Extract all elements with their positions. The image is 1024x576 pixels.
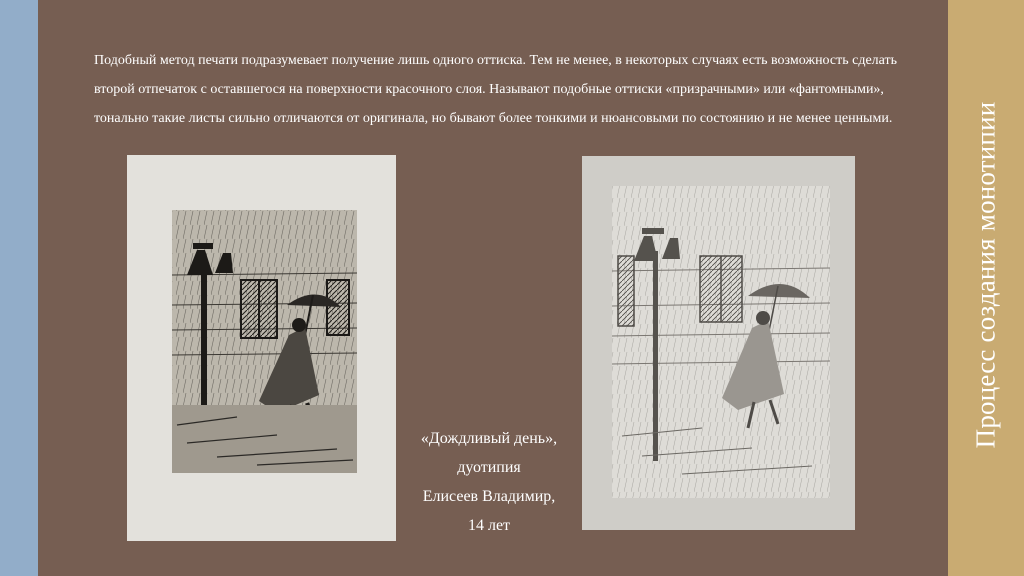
caption-author: Елисеев Владимир, <box>422 488 556 505</box>
caption-age: 14 лет <box>467 517 511 534</box>
left-accent-stripe <box>0 0 38 576</box>
monotype-print-original <box>127 155 396 541</box>
intro-paragraph: Подобный метод печати подразумевает получение лишь одного оттиска. Тем не менее, в некоторых случаях есть возможность сделать второй отпечаток с оставшегося на поверхности красочного слоя. Называют подобные оттиски «призрачными» или «фантомными», тонально такие листы сильно отличаются от оригинала, но бывают более тонкими и нюансовыми по состоянию и не менее ценными. <box>94 53 898 126</box>
artwork-caption <box>396 424 582 540</box>
monotype-print-ghost <box>582 156 855 530</box>
caption-technique: дуотипия <box>457 459 521 476</box>
slide-title: Процесс создания монотипии <box>970 101 1001 449</box>
caption-title: «Дождливый день», <box>420 430 558 447</box>
